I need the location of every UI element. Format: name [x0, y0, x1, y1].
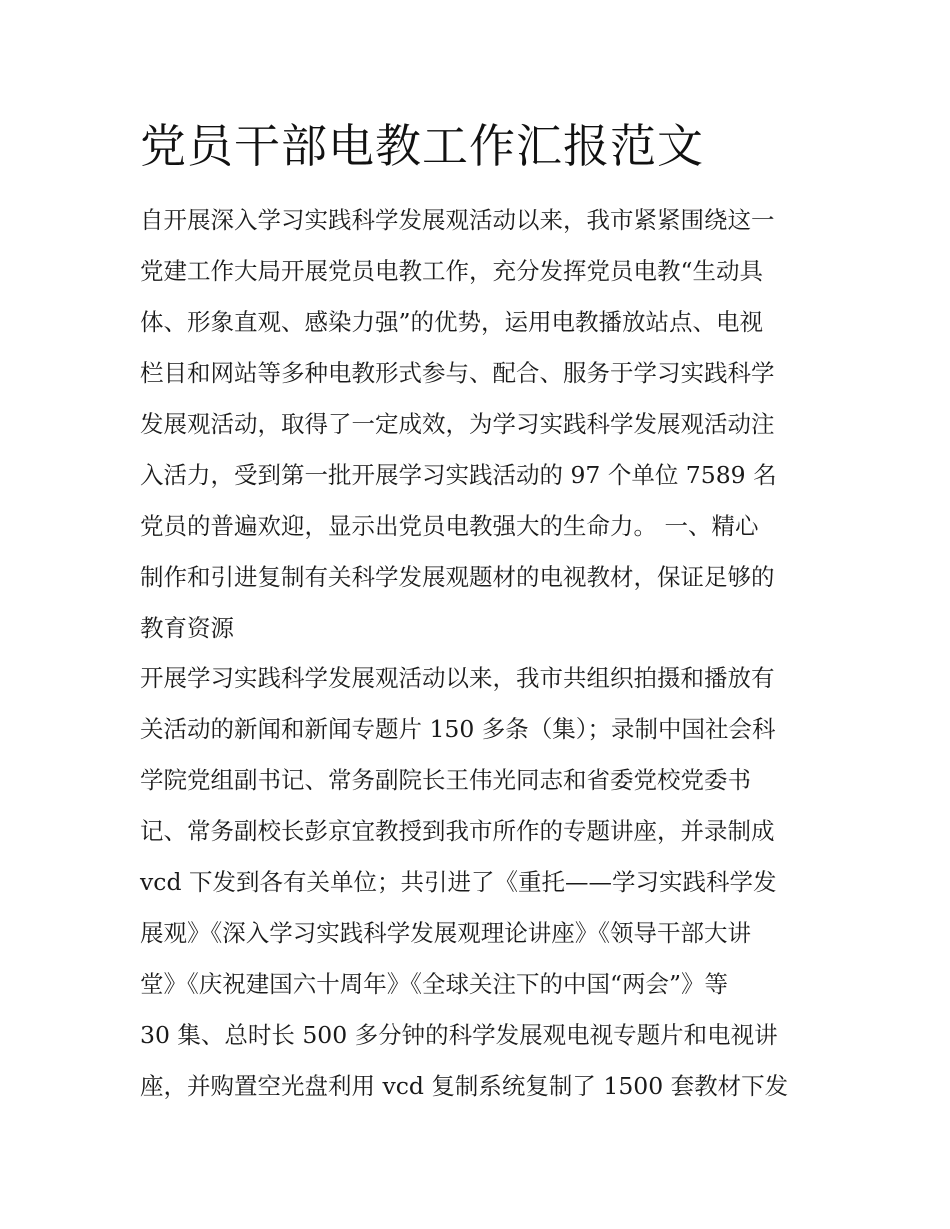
body-line: vcd 下发到各有关单位；共引进了《重托——学习实践科学发 — [140, 868, 777, 896]
body-line: 自开展深入学习实践科学发展观活动以来，我市紧紧围绕这一 — [140, 206, 775, 234]
body-line: 教育资源 — [140, 614, 234, 642]
body-line: 堂》《庆祝建国六十周年》《全球关注下的中国“两会”》等 — [140, 970, 729, 998]
body-line: 关活动的新闻和新闻专题片 150 多条（集）；录制中国社会科 — [140, 715, 776, 743]
body-line: 开展学习实践科学发展观活动以来，我市共组织拍摄和播放有 — [140, 664, 775, 692]
body-line: 记、常务副校长彭京宜教授到我市所作的专题讲座，并录制成 — [140, 817, 775, 845]
body-line: 入活力，受到第一批开展学习实践活动的 97 个单位 7589 名 — [140, 461, 777, 489]
body-line: 发展观活动，取得了一定成效，为学习实践科学发展观活动注 — [140, 410, 775, 438]
body-line: 学院党组副书记、常务副院长王伟光同志和省委党校党委书 — [140, 766, 751, 794]
body-line: 座，并购置空光盘利用 vcd 复制系统复制了 1500 套教材下发 — [140, 1072, 789, 1100]
document-title: 党员干部电教工作汇报范文 — [140, 119, 704, 173]
body-line: 栏目和网站等多种电教形式参与、配合、服务于学习实践科学 — [140, 359, 775, 387]
body-line: 党建工作大局开展党员电教工作，充分发挥党员电教“生动具 — [140, 257, 764, 285]
body-line: 展观》《深入学习实践科学发展观理论讲座》《领导干部大讲 — [140, 919, 751, 947]
body-line: 制作和引进复制有关科学发展观题材的电视教材，保证足够的 — [140, 563, 775, 591]
body-line: 体、形象直观、感染力强”的优势，运用电教播放站点、电视 — [140, 308, 764, 336]
body-line: 30 集、总时长 500 多分钟的科学发展观电视专题片和电视讲 — [140, 1021, 778, 1049]
body-line: 党员的普遍欢迎，显示出党员电教强大的生命力。 一、精心 — [140, 512, 759, 540]
